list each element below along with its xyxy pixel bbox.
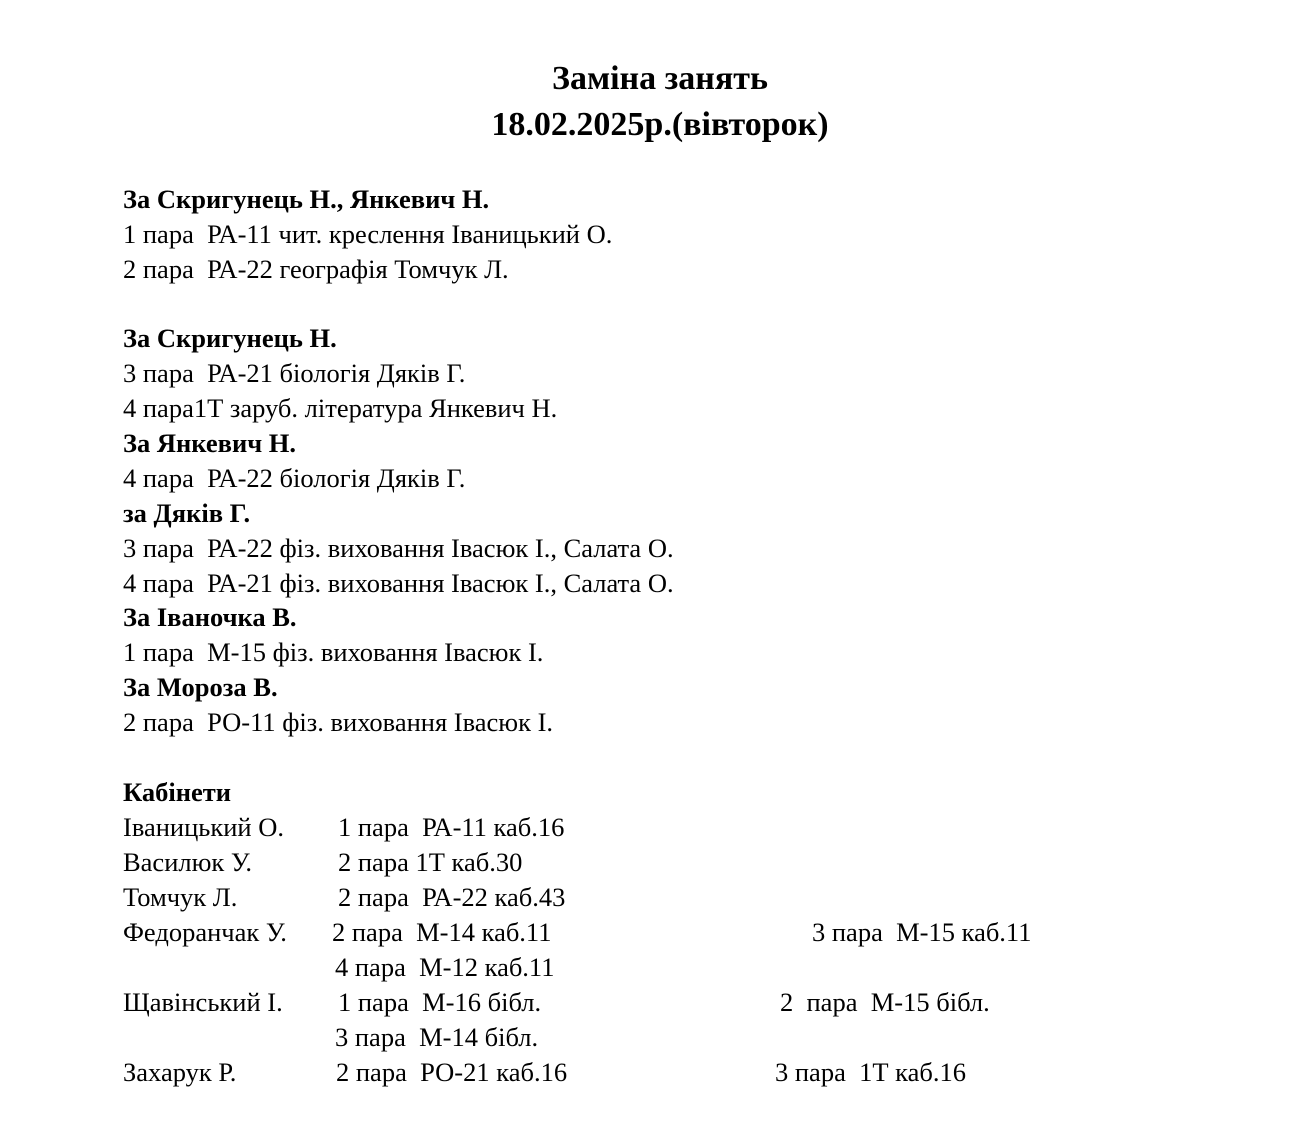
substitution-heading: За Мороза В. bbox=[123, 672, 278, 702]
room-teacher: Василюк У. bbox=[123, 847, 252, 877]
room-teacher: Федоранчак У. bbox=[123, 917, 287, 947]
substitution-line: 1 пара РА-11 чит. креслення Іваницький О. bbox=[123, 219, 613, 249]
room-slot-extra: 2 пара М-15 бібл. bbox=[780, 987, 990, 1017]
substitution-heading: За Скригунець Н. bbox=[123, 323, 337, 353]
rooms-heading: Кабінети bbox=[123, 777, 232, 807]
substitution-heading: За Іваночка В. bbox=[123, 602, 297, 632]
substitution-line: 4 пара РА-22 біологія Дяків Г. bbox=[123, 463, 466, 493]
room-slot: 1 пара РА-11 каб.16 bbox=[338, 812, 565, 842]
room-teacher: Захарук Р. bbox=[123, 1057, 237, 1087]
substitution-heading: за Дяків Г. bbox=[123, 498, 251, 528]
substitution-line: 2 пара РА-22 географія Томчук Л. bbox=[123, 254, 509, 284]
substitution-line: 2 пара РО-11 фіз. виховання Івасюк І. bbox=[123, 707, 554, 737]
room-slot: 2 пара РА-22 каб.43 bbox=[338, 882, 566, 912]
room-teacher: Щавінський І. bbox=[123, 987, 283, 1017]
room-slot: 3 пара М-14 бібл. bbox=[335, 1022, 539, 1052]
page-date: 18.02.2025р.(вівторок) bbox=[491, 106, 829, 143]
page-title: Заміна занять bbox=[552, 60, 768, 97]
substitution-heading: За Скригунець Н., Янкевич Н. bbox=[123, 184, 490, 214]
room-slot: 2 пара М-14 каб.11 bbox=[332, 917, 552, 947]
room-slot: 1 пара М-16 бібл. bbox=[338, 987, 542, 1017]
room-slot-extra: 3 пара 1Т каб.16 bbox=[775, 1057, 966, 1087]
room-slot: 2 пара 1Т каб.30 bbox=[338, 847, 523, 877]
substitution-heading: За Янкевич Н. bbox=[123, 428, 297, 458]
substitution-line: 3 пара РА-22 фіз. виховання Івасюк І., Салата О. bbox=[123, 533, 674, 563]
substitution-line: 4 пара РА-21 фіз. виховання Івасюк І., Салата О. bbox=[123, 568, 674, 598]
room-teacher: Іваницький О. bbox=[123, 812, 285, 842]
substitution-line: 4 пара1Т заруб. література Янкевич Н. bbox=[123, 393, 558, 423]
room-teacher: Томчук Л. bbox=[123, 882, 238, 912]
substitution-line: 1 пара М-15 фіз. виховання Івасюк І. bbox=[123, 637, 544, 667]
room-slot-extra: 3 пара М-15 каб.11 bbox=[812, 917, 1032, 947]
substitution-line: 3 пара РА-21 біологія Дяків Г. bbox=[123, 358, 466, 388]
room-slot: 2 пара РО-21 каб.16 bbox=[336, 1057, 568, 1087]
room-slot: 4 пара М-12 каб.11 bbox=[335, 952, 555, 982]
